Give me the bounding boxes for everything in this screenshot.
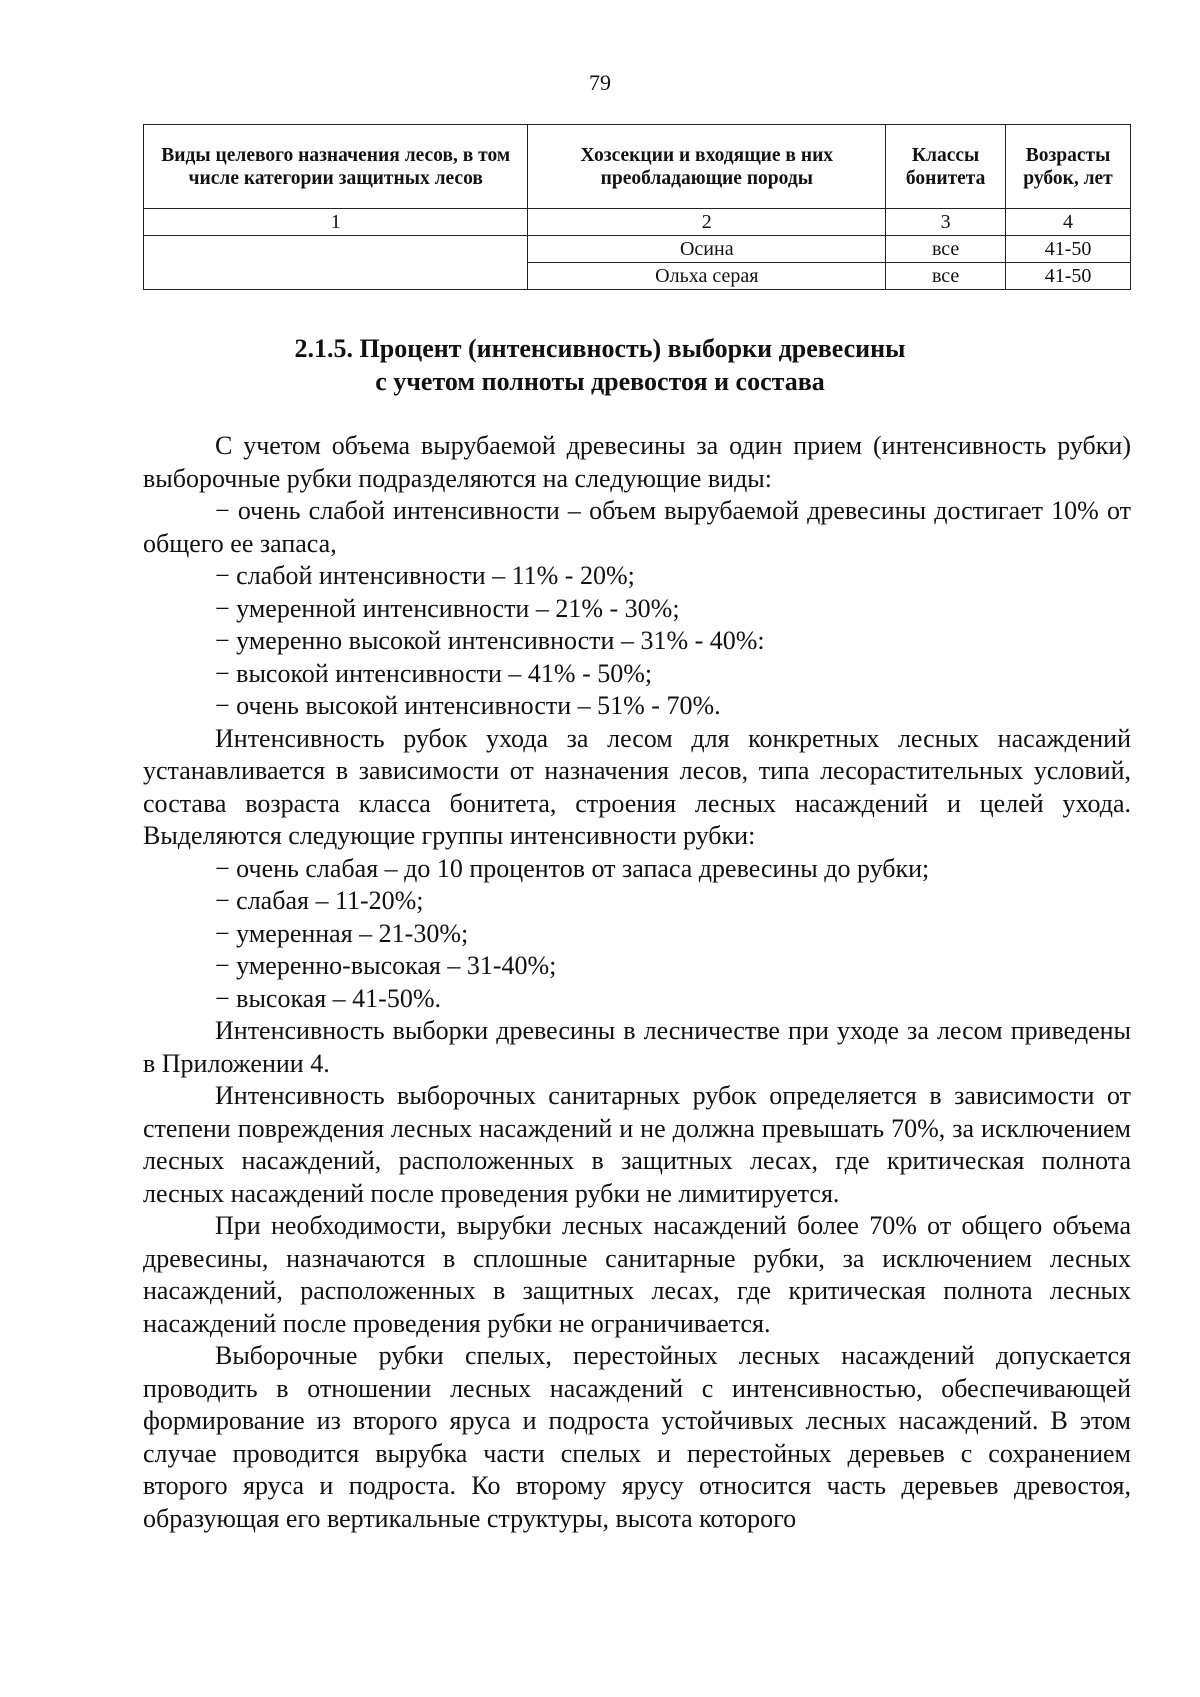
list-item: − умеренной интенсивности – 21% - 30%; (215, 593, 680, 623)
list-item: − умеренно-высокая – 31-40%; (215, 951, 557, 980)
list-item: − слабой интенсивности – 11% - 20%; (215, 561, 635, 590)
page-number: 79 (589, 70, 611, 95)
table-number-row (144, 209, 1131, 236)
list-item: − слабая – 11-20%; (215, 886, 424, 915)
table-header-row (144, 125, 1131, 209)
table-cell: все (886, 263, 1006, 290)
paragraph: Интенсивность выборки древесины в лесничестве при уходе за лесом приведены в Приложении 4. (143, 1016, 1131, 1078)
table-number-cell: 3 (886, 209, 1006, 236)
list-item: − высокая – 41-50%. (215, 983, 442, 1013)
table-header-cell: Хозсекции и входящие в них преобладающие породы (528, 125, 886, 209)
table-number-cell: 4 (1006, 209, 1131, 236)
list-item: − высокой интенсивности – 41% - 50%; (215, 658, 653, 688)
list-item: − очень слабой интенсивности – объем вырубаемой древесины достигает 10% от общего ее запаса, (143, 496, 1131, 558)
table-header-cell: Возрасты рубок, лет (1006, 125, 1131, 209)
table-header-cell: Классы бонитета (886, 125, 1006, 209)
table-cell-empty (144, 236, 528, 290)
table-cell: 41-50 (1006, 236, 1131, 263)
table-cell: Осина (528, 236, 886, 263)
table-cell: Ольха серая (528, 263, 886, 290)
cutting-age-table (143, 124, 1131, 290)
list-item: − очень высокой интенсивности – 51% - 70%. (215, 691, 721, 720)
paragraph: С учетом объема вырубаемой древесины за один прием (интенсивность рубки) выборочные рубки подразделяются на следующие виды: (143, 431, 1131, 493)
table-number-cell: 1 (144, 209, 528, 236)
paragraph: Интенсивность рубок ухода за лесом для конкретных лесных насаждений устанавливается в зависимости от назначения лесов, типа лесорастительных условий, состава возраста класса бонитета, строения лесных насаждений и целей ухода. Выделяются следующие группы интенсивности рубки: (143, 723, 1131, 850)
paragraph: При необходимости, вырубки лесных насаждений более 70% от общего объема древесины, назначаются в сплошные санитарные рубки, за исключением лесных насаждений, расположенных в защитных лесах, где критическая полнота лесных насаждений после проведения рубки не ограничивается. (143, 1211, 1131, 1338)
table-row (144, 236, 1131, 263)
list-item: − умеренно высокой интенсивности – 31% - 40%: (215, 626, 765, 655)
paragraph: Выборочные рубки спелых, перестойных лесных насаждений допускается проводить в отношении лесных насаждений с интенсивностью, обеспечивающей формирование из второго яруса и подроста устойчивых лесных насаждений. В этом случае проводится вырубка части спелых и перестойных деревьев с сохранением второго яруса и подроста. Ко второму ярусу относится часть деревьев древостоя, образующая его вертикальные структуры, высота которого (143, 1341, 1131, 1533)
section-title-line: 2.1.5. Процент (интенсивность) выборки древесины (294, 334, 906, 363)
list-item: − умеренная – 21-30%; (215, 918, 469, 948)
list-item: − очень слабая – до 10 процентов от запаса древесины до рубки; (215, 853, 930, 883)
section-title (0, 332, 1200, 398)
paragraph: Интенсивность выборочных санитарных рубок определяется в зависимости от степени повреждения лесных насаждений и не должна превышать 70%, за исключением лесных насаждений, расположенных в защитных лесах, где критическая полнота лесных насаждений после проведения рубки не лимитируется. (143, 1081, 1131, 1208)
table-number-cell: 2 (528, 209, 886, 236)
table-cell: все (886, 236, 1006, 263)
body-text (143, 430, 1131, 1535)
section-title-line: с учетом полноты древостоя и состава (375, 367, 825, 396)
table-cell: 41-50 (1006, 263, 1131, 290)
table-header-cell: Виды целевого назначения лесов, в том числе категории защитных лесов (144, 125, 528, 209)
